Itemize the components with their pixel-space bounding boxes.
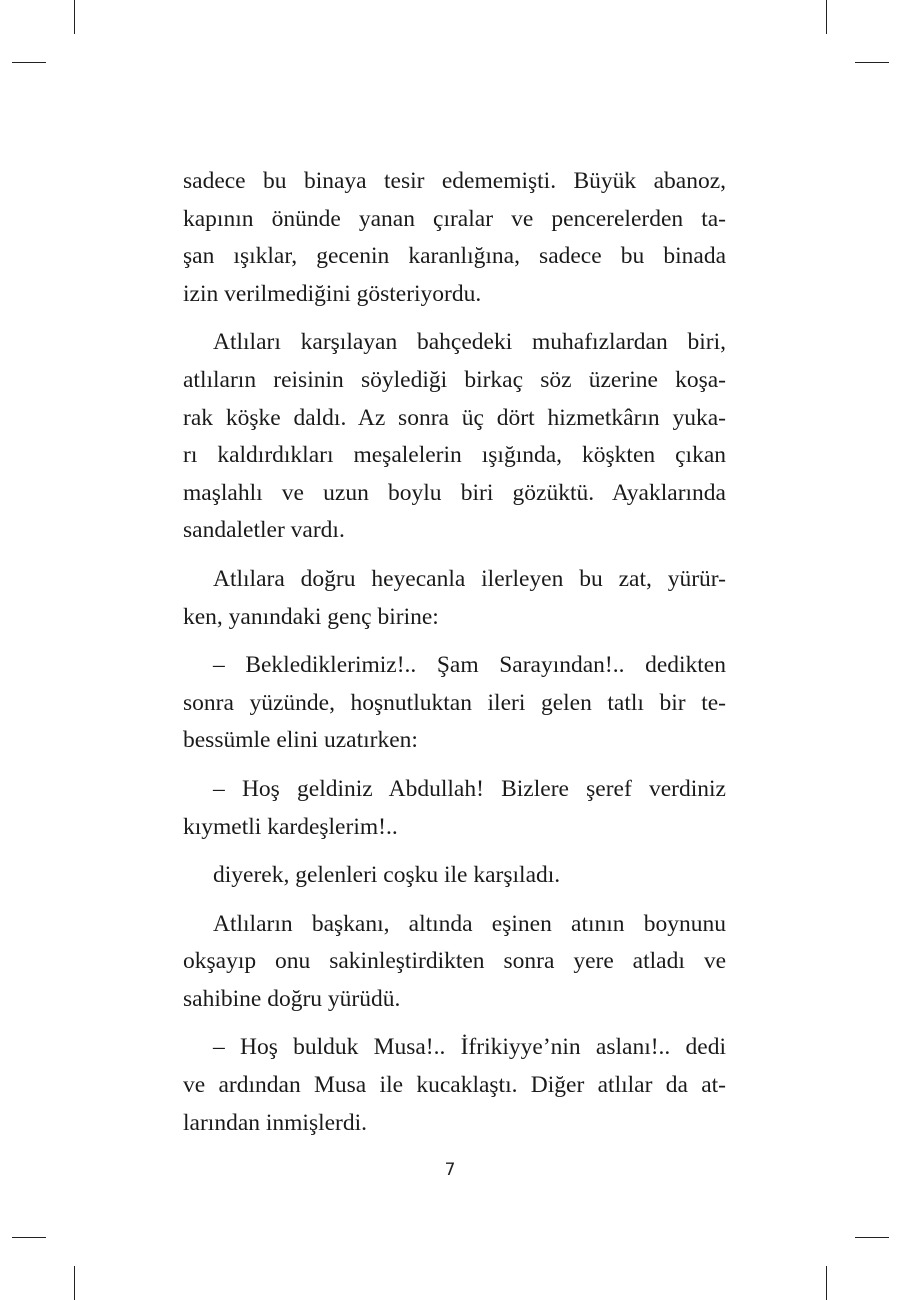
paragraph <box>183 324 726 550</box>
crop-mark-top-left <box>74 0 75 34</box>
text-line: – Hoş geldiniz Abdullah! Bizlere şeref verdiniz <box>213 775 726 802</box>
paragraph <box>183 647 726 760</box>
text-line: izin verilmediğini gösteriyordu. <box>183 280 482 307</box>
text-line: Atlıları karşılayan bahçedeki muhafızlardan biri, <box>213 329 726 356</box>
text-line: atlıların reisinin söylediği birkaç söz üzerine koşa- <box>183 366 726 393</box>
crop-mark-right-lower <box>855 1237 889 1238</box>
crop-mark-top-right <box>826 0 827 34</box>
text-line: bessümle elini uzatırken: <box>183 727 418 754</box>
page-number: 7 <box>444 1160 456 1180</box>
crop-mark-bottom-right <box>826 1266 827 1300</box>
paragraph <box>183 1029 726 1142</box>
text-line: Atlılara doğru heyecanla ilerleyen bu zat, yürür- <box>213 565 726 592</box>
text-line: sadece bu binaya tesir edememişti. Büyük abanoz, <box>183 168 726 194</box>
paragraph <box>183 771 726 846</box>
paragraph <box>183 561 726 636</box>
text-line: kapının önünde yanan çıralar ve pencerelerden ta- <box>183 205 726 232</box>
text-line: larından inmişlerdi. <box>183 1109 368 1136</box>
text-line: okşayıp onu sakinleştirdikten sonra yere atladı ve <box>183 948 726 975</box>
text-line: diyerek, gelenleri coşku ile karşıladı. <box>213 862 561 889</box>
text-line: sonra yüzünde, hoşnutluktan ileri gelen tatlı bir te- <box>183 689 726 716</box>
crop-mark-left-lower <box>12 1237 46 1238</box>
paragraph <box>183 906 726 1019</box>
text-line: rak köşke daldı. Az sonra üç dört hizmetkârın yuka- <box>183 404 726 431</box>
text-line: kıymetli kardeşlerim!.. <box>183 813 398 840</box>
text-line: Atlıların başkanı, altında eşinen atının boynunu <box>213 910 726 937</box>
text-line: sandaletler vardı. <box>183 517 345 544</box>
crop-mark-bottom-left <box>74 1266 75 1300</box>
text-line: şan ışıklar, gecenin karanlığına, sadece bu binada <box>183 243 726 270</box>
text-line: maşlahlı ve uzun boylu biri gözüktü. Ayaklarında <box>183 479 726 506</box>
text-line: ve ardından Musa ile kucaklaştı. Diğer atlılar da at- <box>183 1072 726 1099</box>
paragraph <box>183 857 726 895</box>
text-line: rı kaldırdıkları meşalelerin ışığında, köşkten çıkan <box>183 442 726 469</box>
crop-mark-left-upper <box>12 62 46 63</box>
text-line: sahibine doğru yürüdü. <box>183 985 401 1012</box>
paragraph <box>183 163 726 313</box>
crop-mark-right-upper <box>855 62 889 63</box>
text-line: – Beklediklerimiz!.. Şam Sarayından!.. dedikten <box>213 652 726 679</box>
body-text <box>183 163 726 1142</box>
text-line: – Hoş bulduk Musa!.. İfrikiyye’nin aslanı!.. dedi <box>213 1034 726 1061</box>
text-line: ken, yanındaki genç birine: <box>183 603 439 630</box>
